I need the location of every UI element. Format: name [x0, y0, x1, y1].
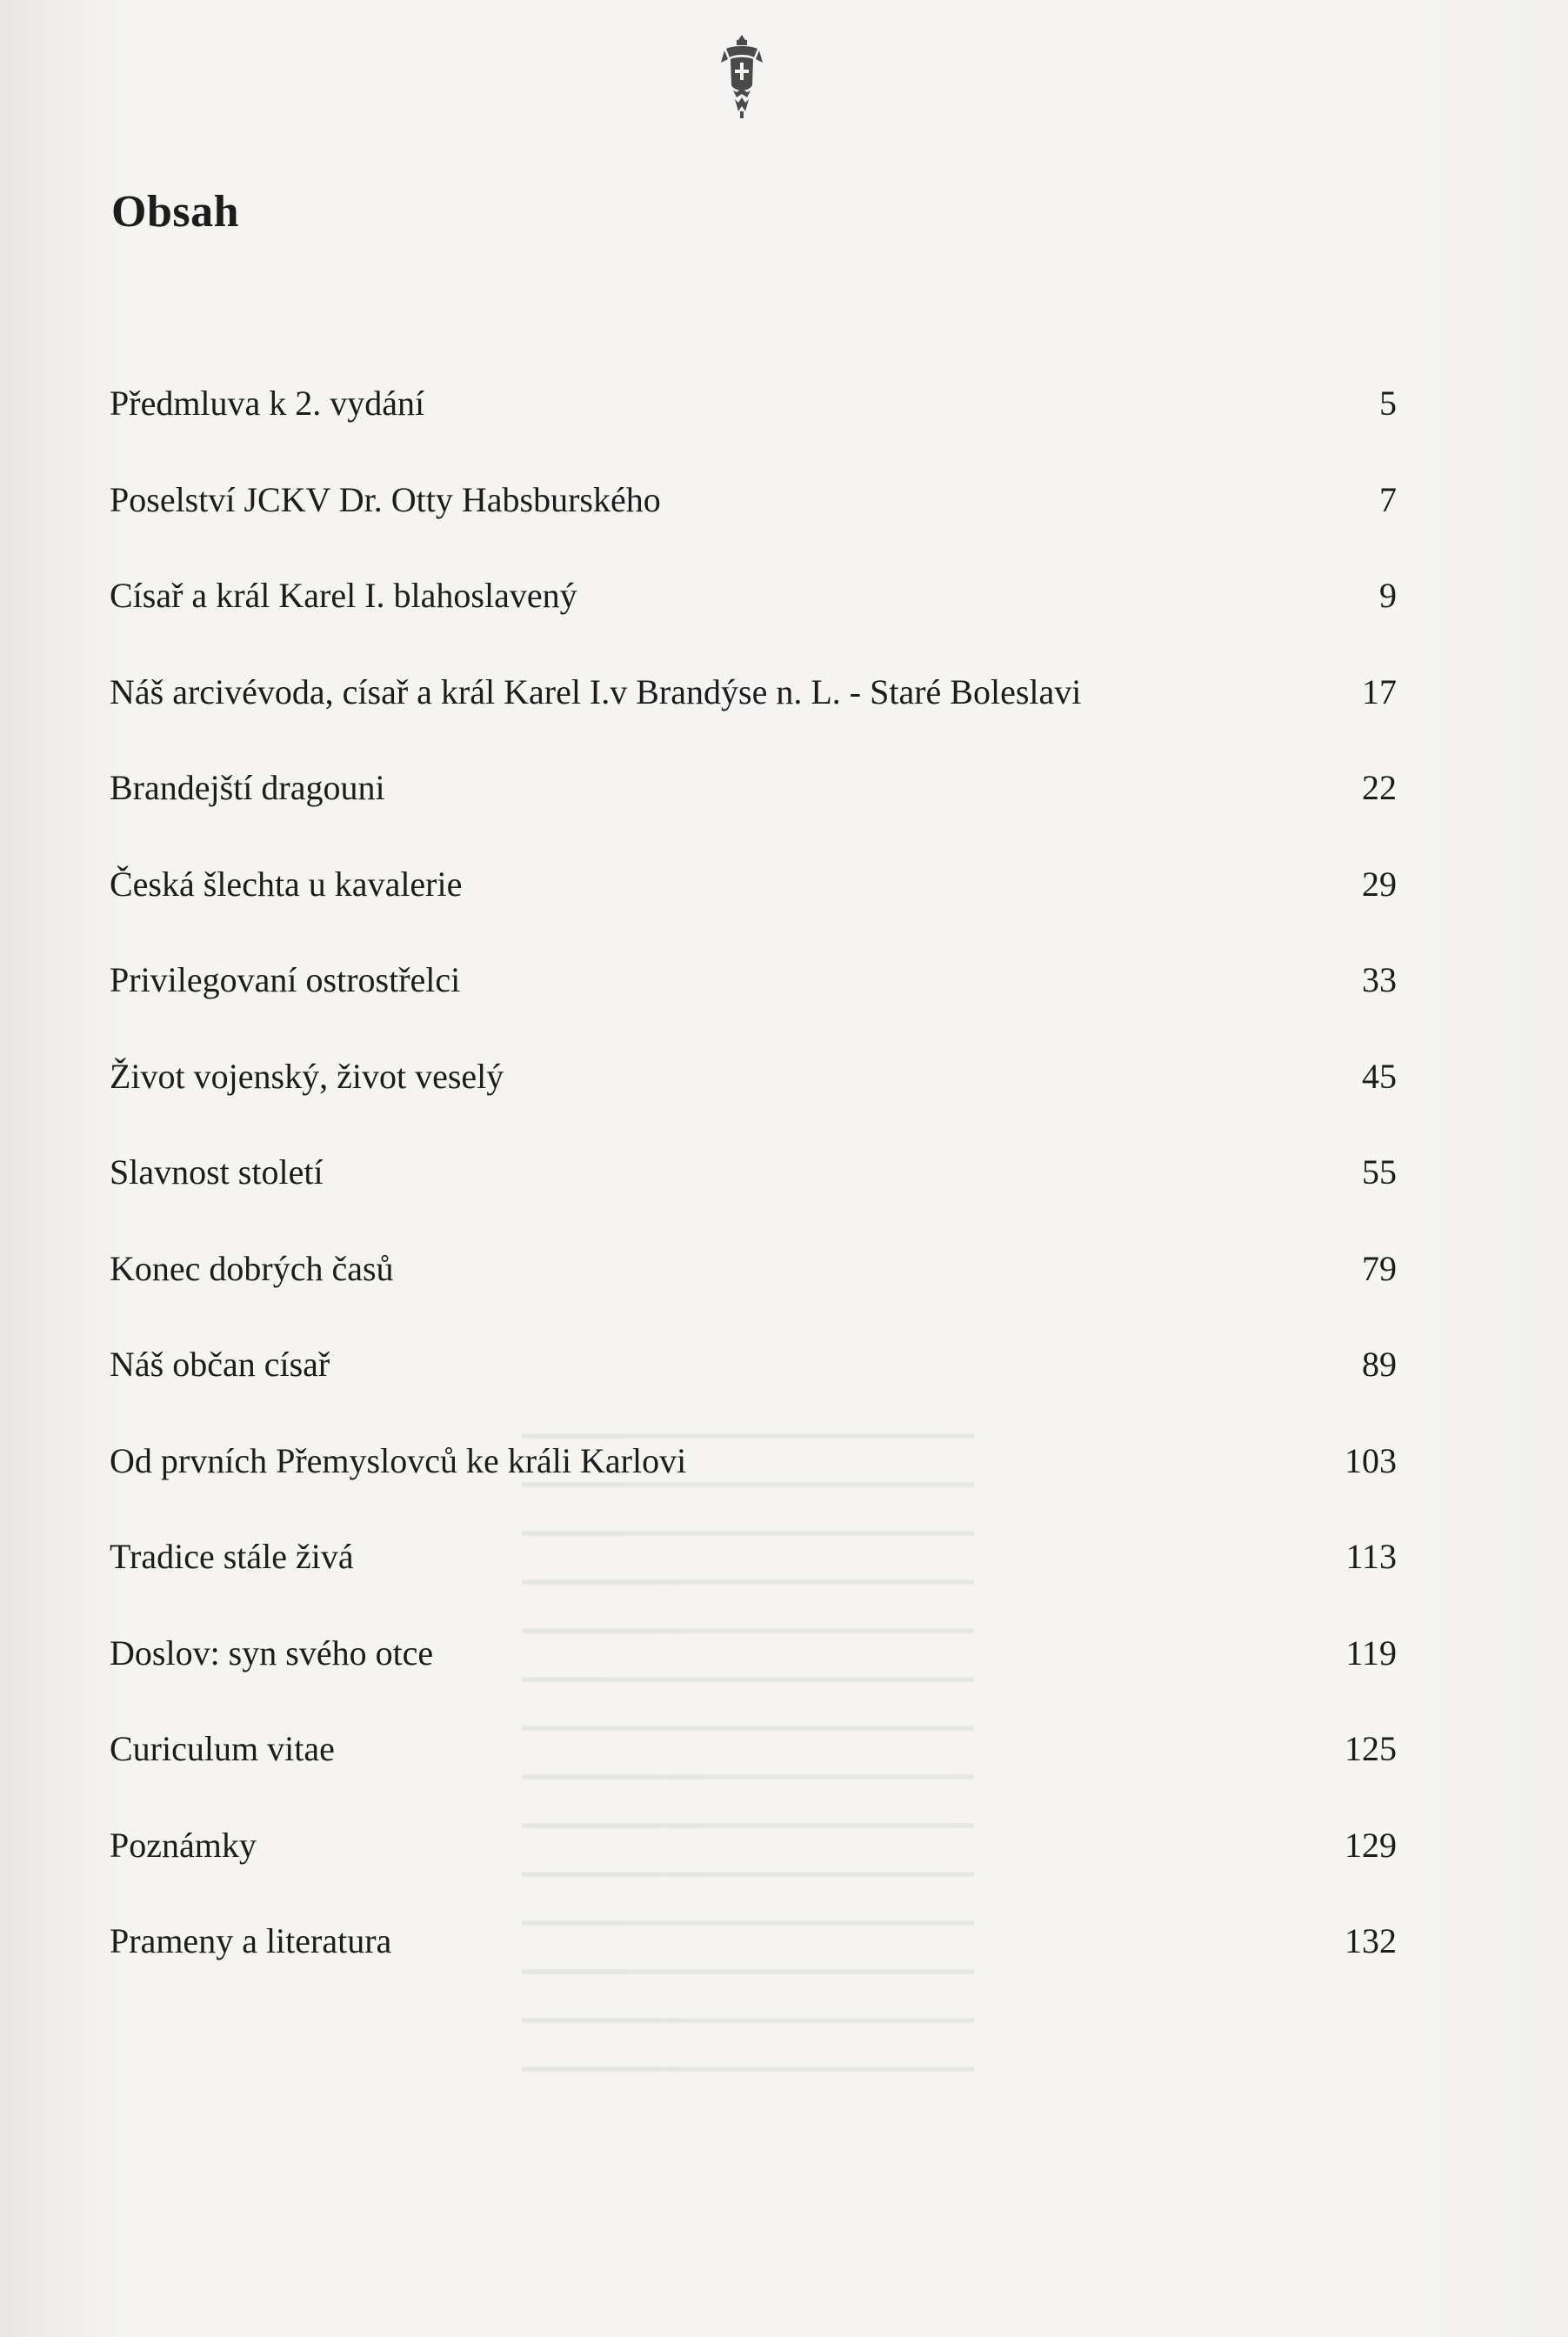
- toc-entry-title: Česká šlechta u kavalerie: [110, 864, 463, 904]
- toc-entry: [110, 1728, 1397, 1825]
- toc-entry: [110, 1152, 1397, 1248]
- toc-entry-page: 33: [1362, 960, 1397, 999]
- toc-entry-page: 132: [1344, 1921, 1397, 1960]
- toc-entry-title: Tradice stále živá: [110, 1537, 354, 1576]
- toc-entry-page: 55: [1362, 1152, 1397, 1192]
- toc-entry-page: 9: [1379, 576, 1397, 615]
- toc-entry: [110, 1536, 1397, 1633]
- toc-entry: [110, 1440, 1397, 1537]
- toc-entry: [110, 959, 1397, 1056]
- toc-entry-title: Curiculum vitae: [110, 1729, 335, 1768]
- toc-entry-title: Život vojenský, život veselý: [110, 1056, 504, 1096]
- toc-entry-page: 129: [1344, 1825, 1397, 1865]
- toc-entry: [110, 864, 1397, 960]
- toc-entry-title: Předmluva k 2. vydání: [110, 384, 425, 423]
- toc-entry: [110, 1248, 1397, 1345]
- toc-entry: [110, 1825, 1397, 1921]
- toc-entry-page: 125: [1344, 1729, 1397, 1768]
- toc-entry: [110, 575, 1397, 671]
- toc-entry: [110, 1056, 1397, 1152]
- toc-entry-title: Slavnost století: [110, 1152, 324, 1192]
- toc-entry-page: 103: [1344, 1440, 1397, 1480]
- toc-entry-page: 5: [1379, 384, 1397, 423]
- toc-entry-title: Doslov: syn svého otce: [110, 1633, 434, 1673]
- toc-entry-page: 17: [1362, 671, 1397, 711]
- toc-entry-page: 7: [1379, 479, 1397, 519]
- toc-entry: [110, 1344, 1397, 1440]
- toc-entry-page: 119: [1345, 1633, 1397, 1673]
- heraldic-crest-icon: [719, 33, 764, 124]
- toc-entry-title: Brandejští dragouni: [110, 768, 385, 807]
- toc-entry-title: Poznámky: [110, 1825, 257, 1865]
- toc-entry-title: Prameny a literatura: [110, 1921, 392, 1960]
- toc-entry: [110, 1920, 1397, 2017]
- toc-entry-page: 22: [1362, 768, 1397, 807]
- toc-entry-title: Privilegovaní ostrostřelci: [110, 960, 461, 999]
- toc-entry-title: Od prvních Přemyslovců ke králi Karlovi: [110, 1440, 687, 1480]
- toc-entry: [110, 479, 1397, 576]
- toc-entry-page: 29: [1362, 864, 1397, 904]
- toc-entry-page: 79: [1362, 1248, 1397, 1288]
- toc-entry-title: Náš arcivévoda, císař a král Karel I.v Brandýse n. L. - Staré Boleslavi: [110, 671, 1082, 711]
- toc-entry: [110, 671, 1397, 768]
- toc-entry-title: Náš občan císař: [110, 1345, 330, 1384]
- page-title: Obsah: [111, 187, 240, 237]
- toc-entry-title: Císař a král Karel I. blahoslavený: [110, 576, 577, 615]
- toc-entry-page: 113: [1345, 1537, 1397, 1576]
- toc-entry-title: Konec dobrých časů: [110, 1248, 394, 1288]
- toc-entry: [110, 1633, 1397, 1729]
- toc-entry-page: 89: [1362, 1345, 1397, 1384]
- toc-entry: [110, 383, 1397, 479]
- toc-entry-title: Poselství JCKV Dr. Otty Habsburského: [110, 479, 661, 519]
- table-of-contents: [110, 383, 1397, 2017]
- toc-entry: [110, 767, 1397, 864]
- toc-entry-page: 45: [1362, 1056, 1397, 1096]
